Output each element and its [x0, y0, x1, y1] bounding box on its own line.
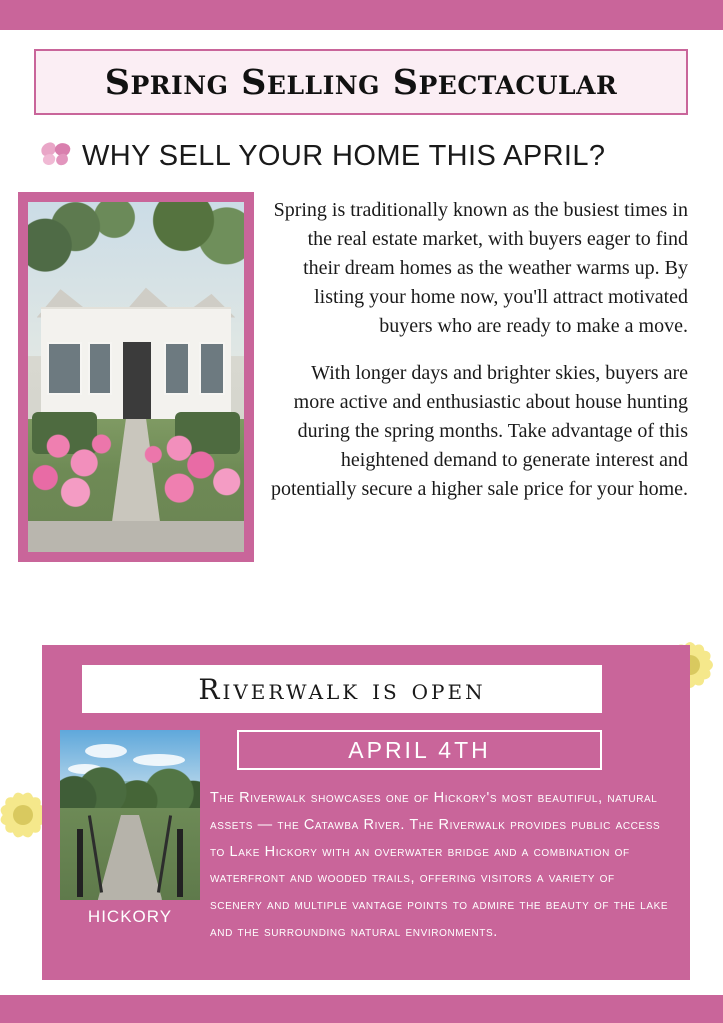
section-heading-text: WHY SELL YOUR HOME THIS APRIL? — [82, 139, 606, 172]
riverwalk-photo-caption: HICKORY — [87, 907, 173, 926]
riverwalk-date: APRIL 4TH — [348, 736, 491, 763]
riverwalk-body — [210, 785, 670, 946]
paragraph-2: With longer days and brighter skies, buyers are more active and enthusiastic about house hunting during the spring months. Take advantage of this heightened demand to generate interest and potentially secure a higher sale price for your home. — [270, 362, 688, 500]
butterfly-icon — [40, 141, 74, 171]
paragraph-1: Spring is traditionally known as the busiest times in the real estate market, with buyers eager to find their dream homes as the weather warms up. By listing your home now, you'll attract motivated buyers who are ready to make a move. — [273, 199, 688, 337]
riverwalk-body-text: The Riverwalk showcases one of Hickory's most beautiful, natural assets — the Catawba River. The Riverwalk provides public access to Lake Hickory with an overwater bridge and a combination of waterfront and wooded trails, offering visitors a variety of scenery and multiple vantage points to admire the beauty of the lake and the surrounding natural environments. — [210, 790, 669, 941]
article-body — [268, 196, 688, 522]
riverwalk-title-bar — [82, 665, 602, 713]
title-banner — [34, 49, 688, 115]
page-title: Spring Selling Spectacular — [104, 61, 618, 103]
riverwalk-panel — [42, 645, 690, 980]
riverwalk-date-bar — [237, 730, 602, 770]
top-color-band — [0, 0, 723, 30]
home-photo-frame — [18, 192, 254, 562]
home-photo — [28, 202, 244, 552]
bottom-color-band — [0, 995, 723, 1023]
riverwalk-title: Riverwalk is open — [198, 672, 486, 706]
riverwalk-photo — [60, 730, 200, 900]
section-heading — [40, 135, 690, 177]
